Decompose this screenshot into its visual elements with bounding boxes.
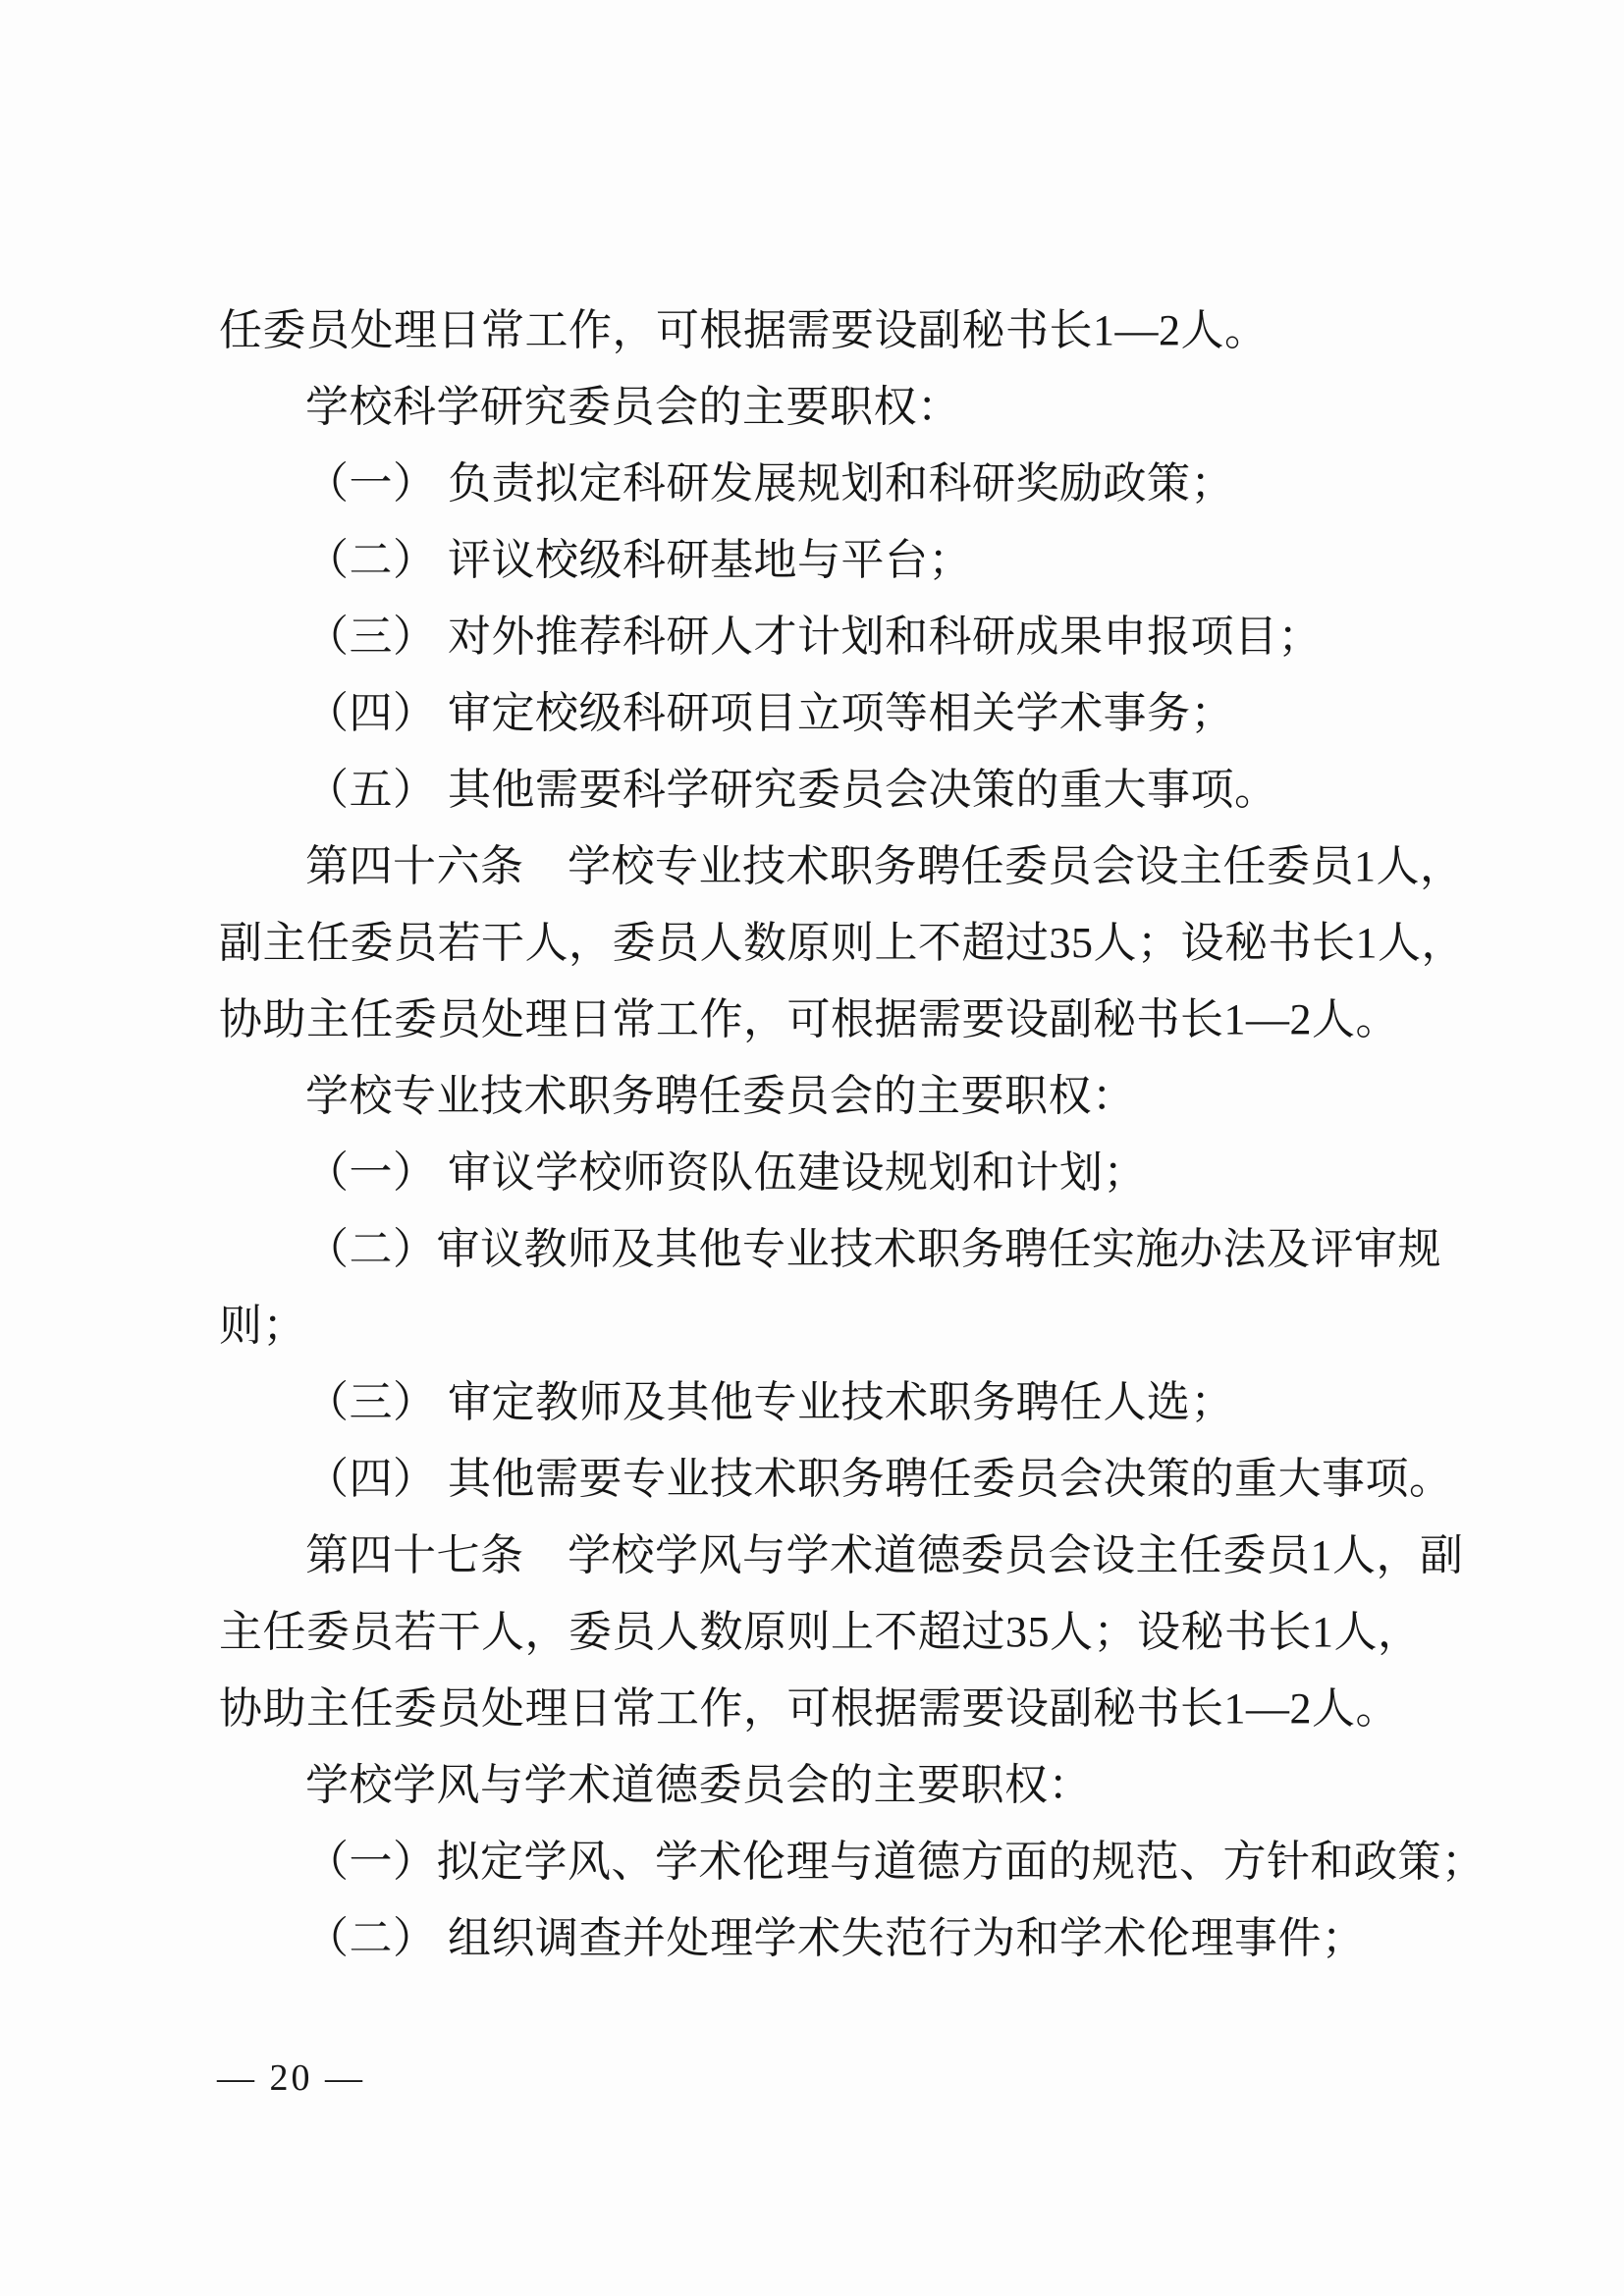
text-line: （二） 组织调查并处理学术失范行为和学术伦理事件； bbox=[305, 1914, 1366, 1962]
text-line: 第四十六条 学校专业技术职务聘任委员会设主任委员1人， bbox=[305, 842, 1464, 890]
text-line: （四） 其他需要专业技术职务聘任委员会决策的重大事项。 bbox=[305, 1455, 1453, 1503]
page-number: — 20 — bbox=[217, 2057, 365, 2099]
text-line: 学校专业技术职务聘任委员会的主要职权： bbox=[305, 1072, 1136, 1120]
text-line: （三） 对外推荐科研人才计划和科研成果申报项目； bbox=[305, 613, 1322, 661]
text-line: 协助主任委员处理日常工作，可根据需要设副秘书长1—2人。 bbox=[219, 995, 1399, 1043]
text-line: 任委员处理日常工作，可根据需要设副秘书长1—2人。 bbox=[219, 306, 1269, 354]
text-line: （一） 负责拟定科研发展规划和科研奖励政策； bbox=[305, 459, 1234, 507]
text-line: （二） 评议校级科研基地与平台； bbox=[305, 536, 972, 584]
text-line: 学校学风与学术道德委员会的主要职权： bbox=[305, 1761, 1092, 1809]
text-line: （三） 审定教师及其他专业技术职务聘任人选； bbox=[305, 1378, 1234, 1426]
text-line: （一） 审议学校师资队伍建设规划和计划； bbox=[305, 1148, 1147, 1197]
text-line: （二）审议教师及其他专业技术职务聘任实施办法及评审规 bbox=[305, 1225, 1441, 1273]
text-line: 副主任委员若干人，委员人数原则上不超过35人；设秘书长1人， bbox=[219, 919, 1465, 967]
text-line: （一）拟定学风、学术伦理与道德方面的规范、方针和政策； bbox=[305, 1838, 1486, 1886]
text-line: 主任委员若干人，委员人数原则上不超过35人；设秘书长1人， bbox=[219, 1608, 1422, 1656]
text-line: 学校科学研究委员会的主要职权： bbox=[305, 383, 961, 431]
text-line: （四） 审定校级科研项目立项等相关学术事务； bbox=[305, 689, 1234, 737]
text-line: 第四十七条 学校学风与学术道德委员会设主任委员1人，副 bbox=[305, 1531, 1464, 1579]
text-line: （五） 其他需要科学研究委员会决策的重大事项。 bbox=[305, 766, 1278, 814]
text-line: 协助主任委员处理日常工作，可根据需要设副秘书长1—2人。 bbox=[219, 1684, 1399, 1733]
text-line: 则； bbox=[219, 1302, 306, 1350]
document-body bbox=[219, 293, 1486, 1977]
